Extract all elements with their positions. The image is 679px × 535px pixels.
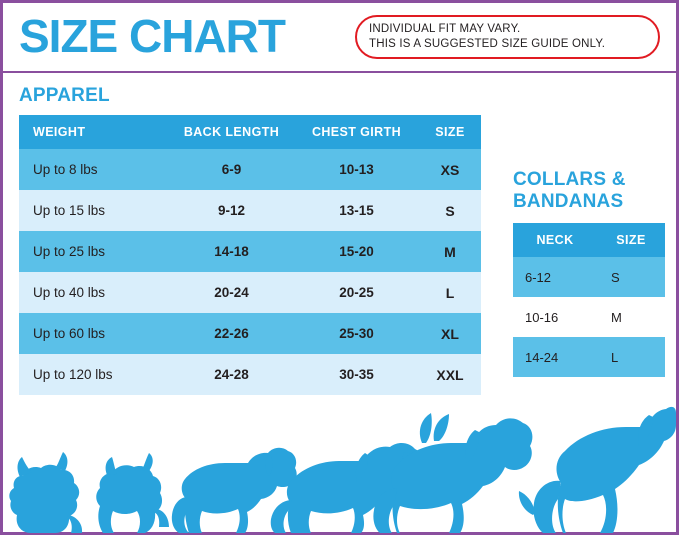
header [3, 3, 676, 73]
table-row [19, 231, 481, 272]
collars-col-size: SIZE [597, 223, 665, 257]
apparel-table [19, 115, 481, 395]
collars-col-neck: NECK [513, 223, 597, 257]
apparel-cell-chest-girth: 20-25 [294, 272, 419, 313]
collars-cell-neck: 6-12 [513, 257, 597, 297]
apparel-cell-chest-girth: 30-35 [294, 354, 419, 395]
apparel-cell-weight: Up to 15 lbs [19, 190, 169, 231]
apparel-col-chest-girth: CHEST GIRTH [294, 115, 419, 149]
apparel-cell-chest-girth: 25-30 [294, 313, 419, 354]
apparel-cell-weight: Up to 40 lbs [19, 272, 169, 313]
apparel-header-row [19, 115, 481, 149]
apparel-cell-back-length: 14-18 [169, 231, 294, 272]
dog-silhouette-xs [9, 452, 82, 533]
apparel-cell-size: XL [419, 313, 481, 354]
collars-table [513, 223, 665, 377]
apparel-cell-weight: Up to 8 lbs [19, 149, 169, 190]
disclaimer-line-2: THIS IS A SUGGESTED SIZE GUIDE ONLY. [369, 38, 606, 50]
apparel-cell-chest-girth: 10-13 [294, 149, 419, 190]
table-row [19, 354, 481, 395]
apparel-cell-size: S [419, 190, 481, 231]
apparel-cell-back-length: 6-9 [169, 149, 294, 190]
collars-header-row [513, 223, 665, 257]
collars-cell-size: S [597, 257, 665, 297]
disclaimer-line-1: INDIVIDUAL FIT MAY VARY. [369, 23, 521, 35]
collars-label-line-1: COLLARS & [513, 169, 626, 190]
apparel-cell-back-length: 20-24 [169, 272, 294, 313]
apparel-col-weight: WEIGHT [19, 115, 169, 149]
apparel-cell-chest-girth: 15-20 [294, 231, 419, 272]
apparel-cell-size: XS [419, 149, 481, 190]
dog-silhouette-xxl [519, 407, 676, 533]
apparel-col-back-length: BACK LENGTH [169, 115, 294, 149]
apparel-cell-chest-girth: 13-15 [294, 190, 419, 231]
apparel-cell-weight: Up to 25 lbs [19, 231, 169, 272]
table-row [513, 257, 665, 297]
apparel-cell-back-length: 24-28 [169, 354, 294, 395]
collars-label-line-2: BANDANAS [513, 191, 624, 212]
apparel-cell-back-length: 22-26 [169, 313, 294, 354]
collars-cell-size: M [597, 297, 665, 337]
apparel-cell-size: XXL [419, 354, 481, 395]
table-row [513, 337, 665, 377]
dog-silhouettes-illustration [3, 405, 676, 535]
table-row [513, 297, 665, 337]
table-row [19, 190, 481, 231]
collars-section-label [513, 169, 626, 213]
apparel-cell-size: M [419, 231, 481, 272]
table-row [19, 272, 481, 313]
disclaimer-callout [355, 15, 660, 59]
page-title: SIZE CHART [19, 10, 285, 62]
apparel-col-size: SIZE [419, 115, 481, 149]
collars-cell-neck: 10-16 [513, 297, 597, 337]
collars-cell-neck: 14-24 [513, 337, 597, 377]
table-row [19, 149, 481, 190]
dog-silhouette-s [96, 453, 169, 533]
apparel-cell-weight: Up to 120 lbs [19, 354, 169, 395]
apparel-section-label: APPAREL [19, 85, 110, 106]
apparel-cell-size: L [419, 272, 481, 313]
table-row [19, 313, 481, 354]
apparel-cell-back-length: 9-12 [169, 190, 294, 231]
body [3, 73, 676, 535]
dog-silhouette-xl [373, 413, 532, 533]
apparel-cell-weight: Up to 60 lbs [19, 313, 169, 354]
collars-cell-size: L [597, 337, 665, 377]
